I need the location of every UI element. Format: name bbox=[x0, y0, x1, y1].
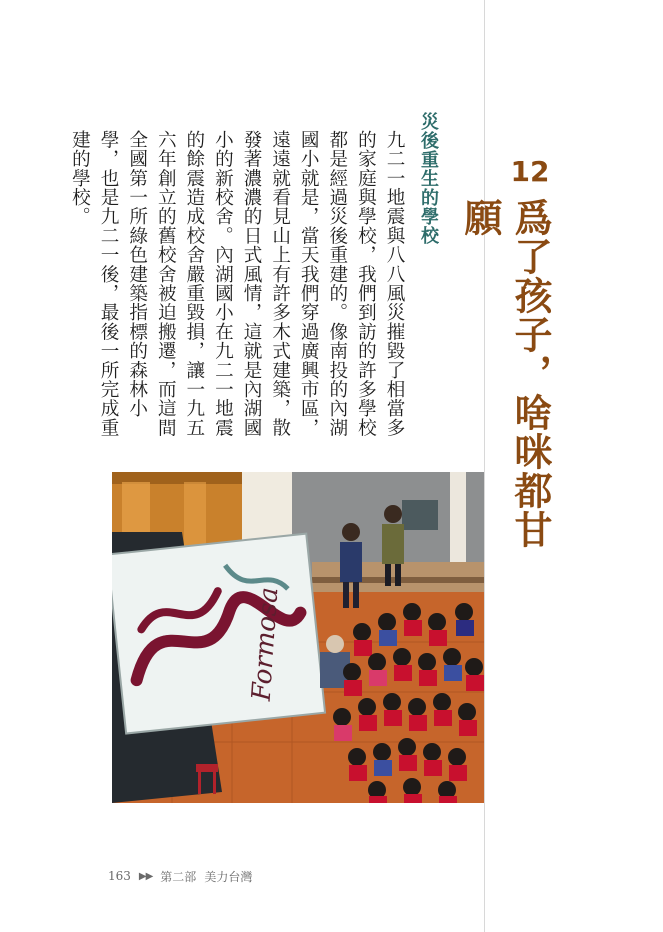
photo-illustration bbox=[112, 472, 484, 803]
section-title: 災後重生的學校 bbox=[418, 112, 439, 245]
body-paragraph: 九二一地震與八八風災摧毀了相當多的家庭與學校，我們到訪的許多學校都是經過災後重建的。像南投的內湖國小就是，當天我們穿過廣興市區，遠遠就看見山上有許多木式建築，散發著濃濃的日式風情，這就是內湖國小的新校舍。內湖國小在九二一地震的餘震造成校舍嚴重毀損，讓一九五六年創立的舊校舍被迫搬遷，而這間全國第一所綠色建築指標的森林小學，也是九二一後，最後一所完成重建的學校。 bbox=[69, 130, 405, 438]
part-title: 美力台灣 bbox=[204, 869, 253, 884]
chapter-title: 爲了孩子，啥咪都甘願 bbox=[458, 198, 553, 549]
school-photo bbox=[112, 472, 484, 803]
column-divider bbox=[484, 0, 485, 932]
arrow-icon: ▶▶ bbox=[138, 870, 153, 882]
page-footer bbox=[108, 866, 252, 886]
part-label: 第二部 bbox=[160, 869, 197, 884]
page-number: 163 bbox=[108, 869, 131, 883]
banner-text: Formosa bbox=[246, 586, 285, 702]
chapter-number: 12 bbox=[510, 154, 550, 188]
